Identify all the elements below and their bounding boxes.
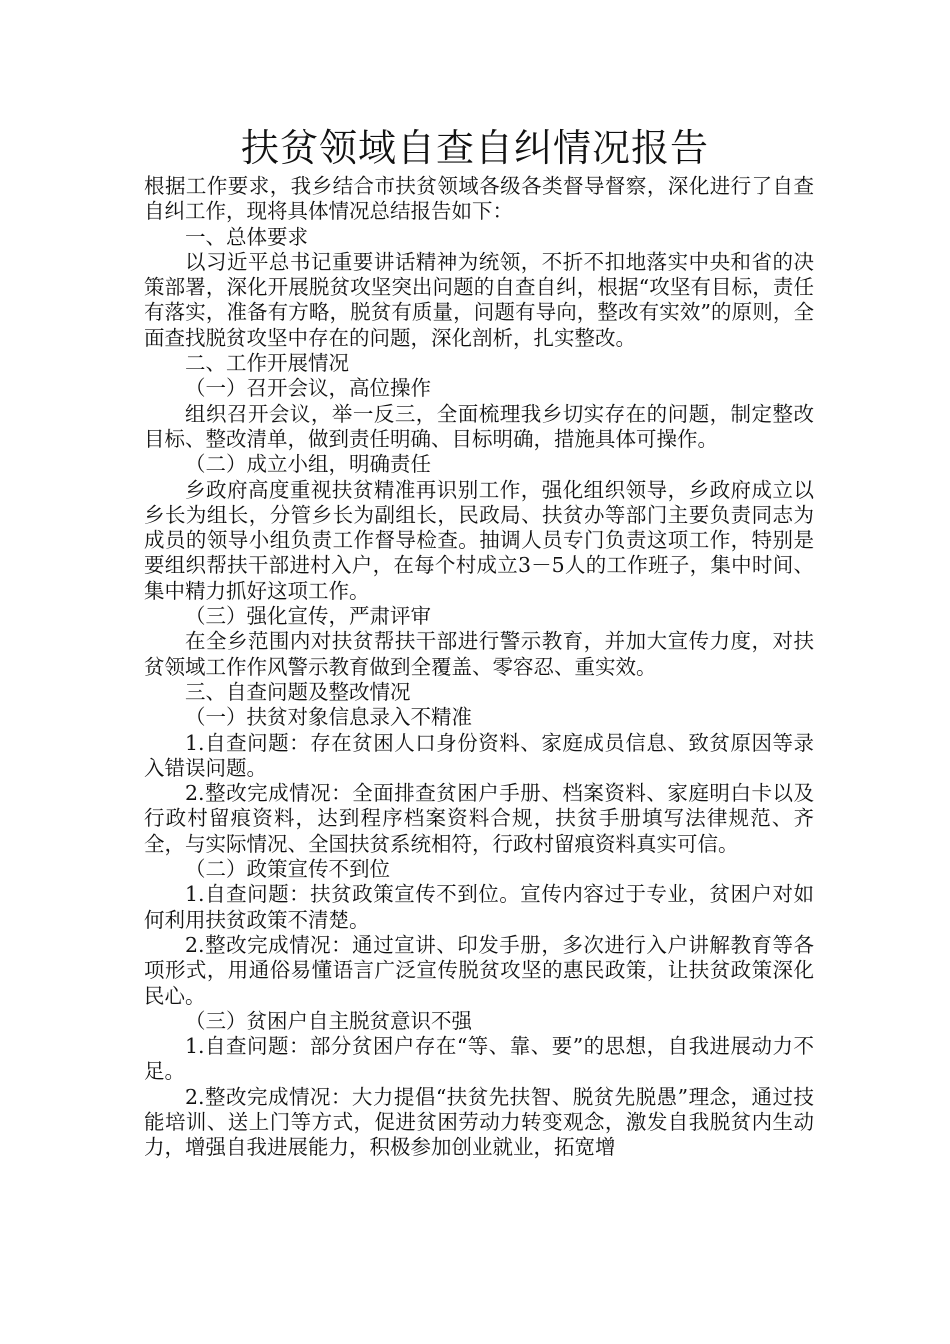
body-paragraph: 三、自查问题及整改情况 [185,679,411,704]
body-paragraph: 1.自查问题：存在贫困人口身份资料、家庭成员信息、致贫原因等录入错误问题。 [144,730,814,780]
body-paragraph: （二）成立小组，明确责任 [185,452,431,477]
body-paragraph: （一）召开会议，高位操作 [185,376,431,401]
body-paragraph: 2.整改完成情况：大力提倡“扶贫先扶智、脱贫先脱愚”理念，通过技能培训、送上门等方式，促进贫困劳动力转变观念，激发自我脱贫内生动力，增强自我进展能力，积极参加创业就业，拓宽增 [144,1084,814,1160]
body-paragraph: （三）强化宣传，严肃评审 [185,604,431,629]
body-paragraph: 根据工作要求，我乡结合市扶贫领域各级各类督导督察，深化进行了自查自纠工作，现将具体情况总结报告如下： [144,174,814,224]
body-paragraph: 一、总体要求 [185,224,308,249]
body-paragraph: （三）贫困户自主脱贫意识不强 [185,1008,472,1033]
body-paragraph: 以习近平总书记重要讲话精神为统领，不折不扣地落实中央和省的决策部署，深化开展脱贫攻坚突出问题的自查自纠，根据“攻坚有目标，责任有落实，准备有方略，脱贫有质量，问题有导向，整改有实效”的原则，全面查找脱贫攻坚中存在的问题，深化剖析，扎实整改。 [144,249,814,350]
body-paragraph: 2.整改完成情况：通过宣讲、印发手册，多次进行入户讲解教育等各项形式，用通俗易懂语言广泛宣传脱贫攻坚的惠民政策，让扶贫政策深化民心。 [144,932,814,1008]
body-paragraph: 乡政府高度重视扶贫精准再识别工作，强化组织领导，乡政府成立以乡长为组长，分管乡长为副组长，民政局、扶贫办等部门主要负责同志为成员的领导小组负责工作督导检查。抽调人员专门负责这项工作，特别是要组织帮扶干部进村入户，在每个村成立3－5人的工作班子，集中时间、集中精力抓好这项工作。 [144,477,814,603]
body-paragraph: 1.自查问题：扶贫政策宣传不到位。宣传内容过于专业，贫困户对如何利用扶贫政策不清楚。 [144,882,814,932]
document-title: 扶贫领域自查自纠情况报告 [240,126,709,170]
body-paragraph: 在全乡范围内对扶贫帮扶干部进行警示教育，并加大宣传力度，对扶贫领域工作作风警示教育做到全覆盖、零容忍、重实效。 [144,629,814,679]
body-paragraph: 1.自查问题：部分贫困户存在“等、靠、要”的思想，自我进展动力不足。 [144,1034,814,1084]
body-paragraph: （一）扶贫对象信息录入不精准 [185,705,472,730]
body-paragraph: 2.整改完成情况：全面排查贫困户手册、档案资料、家庭明白卡以及行政村留痕资料，达到程序档案资料合规，扶贫手册填写法律规范、齐全，与实际情况、全国扶贫系统相符，行政村留痕资料真实可信。 [144,781,814,856]
body-paragraph: （二）政策宣传不到位 [185,857,390,882]
body-paragraph: 二、工作开展情况 [185,351,349,376]
document-body [144,174,814,1161]
body-paragraph: 组织召开会议，举一反三，全面梳理我乡切实存在的问题，制定整改目标、整改清单，做到责任明确、目标明确，措施具体可操作。 [144,401,814,451]
